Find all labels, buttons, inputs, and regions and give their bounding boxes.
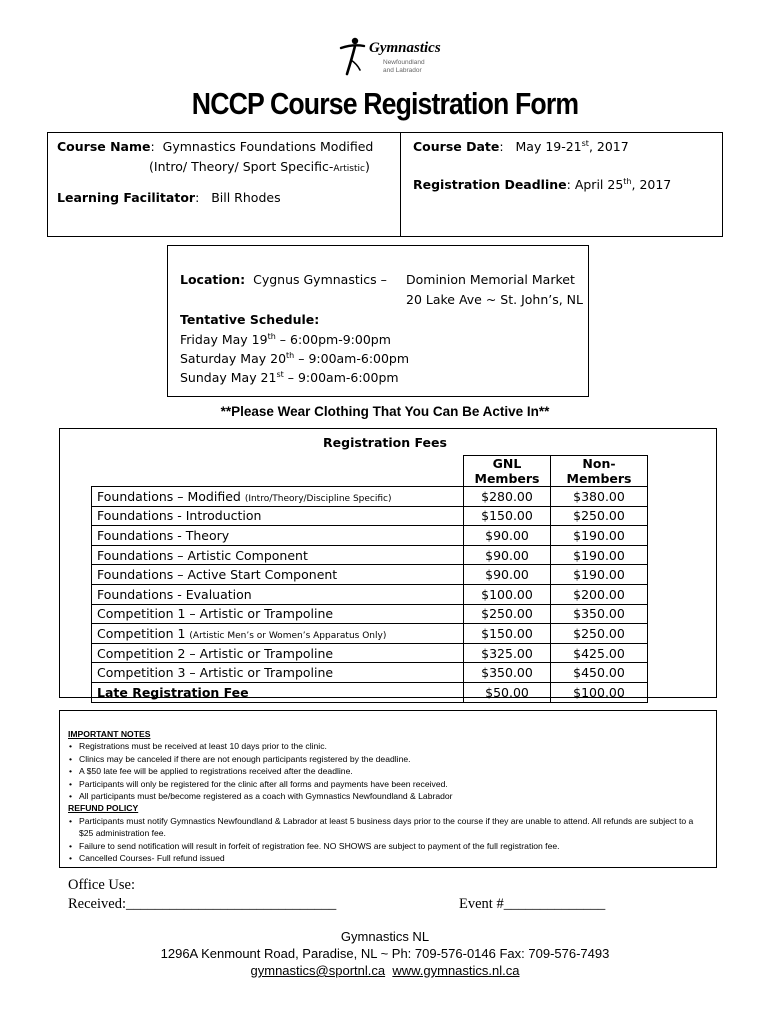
schedule-item: Saturday May 20th – 9:00am-6:00pm: [180, 350, 410, 366]
location-address-1: Dominion Memorial Market: [406, 272, 575, 287]
note-item: • Participants must notify Gymnastics Newfoundland & Labrador at least 5 business days prior to the course if they are unable to attend. All refunds are subject to a $25 administration fee.: [68, 815, 698, 840]
refund-policy-list: [68, 815, 698, 865]
fee-non-member: $450.00: [551, 663, 648, 683]
location-label: Location:: [180, 272, 246, 287]
fee-row: [92, 506, 648, 526]
event-number-field[interactable]: Event #______________: [459, 896, 606, 912]
fee-non-member: $250.00: [551, 506, 648, 526]
fee-row: [92, 565, 648, 585]
course-name-discipline: Artistic: [333, 164, 365, 174]
footer-links: [0, 963, 770, 978]
course-name-row: Course Name: Gymnastics Foundations Modified: [57, 139, 374, 154]
logo: [333, 34, 443, 78]
fee-row: [92, 643, 648, 663]
schedule-list: [180, 330, 409, 387]
fee-course-name: Competition 3 – Artistic or Trampoline: [92, 663, 464, 683]
fee-course-name: Late Registration Fee: [92, 682, 464, 702]
course-date-row: Course Date: May 19-21st, 2017: [413, 138, 629, 154]
fee-course-name: Competition 1 – Artistic or Trampoline: [92, 604, 464, 624]
deadline-label: Registration Deadline: [413, 177, 567, 192]
location-box: [167, 245, 589, 397]
fee-course-name: Foundations - Evaluation: [92, 584, 464, 604]
schedule-item: Sunday May 21st – 9:00am-6:00pm: [180, 369, 399, 385]
fee-course-name: Foundations – Artistic Component: [92, 545, 464, 565]
note-item: • All participants must be/become registered as a coach with Gymnastics Newfoundland & Labrador: [68, 790, 716, 802]
fee-gnl-member: $350.00: [464, 663, 551, 683]
footer-website-link[interactable]: www.gymnastics.nl.ca: [392, 963, 520, 978]
page-title: NCCP Course Registration Form: [191, 86, 579, 121]
footer-address: 1296A Kenmount Road, Paradise, NL ~ Ph: 709-576-0146 Fax: 709-576-7493: [160, 946, 610, 961]
course-date-value: May 19-21: [515, 139, 582, 154]
course-date-year: , 2017: [588, 139, 629, 154]
fee-row: [92, 526, 648, 546]
course-name-value-2-end: ): [364, 159, 370, 174]
footer-org: Gymnastics NL: [340, 929, 430, 944]
gnl-members-header: GNL Members: [464, 456, 551, 487]
office-use-label: Office Use:: [68, 877, 135, 893]
fees-header-blank: [92, 456, 464, 487]
facilitator-row: Learning Facilitator: Bill Rhodes: [57, 190, 281, 205]
fee-course-name: Competition 1 (Artistic Men’s or Women’s Apparatus Only): [92, 624, 464, 644]
fee-non-member: $190.00: [551, 565, 648, 585]
fee-gnl-member: $100.00: [464, 584, 551, 604]
fees-header-row: [92, 456, 648, 487]
logo-subtitle-2: and Labrador: [383, 67, 422, 74]
gymnast-icon: [333, 34, 373, 78]
fee-non-member: $350.00: [551, 604, 648, 624]
deadline-value: : April 25: [566, 177, 624, 192]
fee-row: [92, 487, 648, 507]
logo-subtitle-1: Newfoundland: [383, 59, 425, 66]
deadline-sup: th: [623, 176, 632, 186]
fee-gnl-member: $250.00: [464, 604, 551, 624]
note-item: • Participants will only be registered for the clinic after all forms and payments have been received.: [68, 778, 716, 790]
course-name-value: Gymnastics Foundations Modified: [162, 139, 374, 154]
location-address-2: 20 Lake Ave ~ St. John’s, NL: [406, 292, 583, 307]
fee-course-name: Foundations – Modified (Intro/Theory/Discipline Specific): [92, 487, 464, 507]
course-date-label: Course Date: [413, 139, 500, 154]
fee-gnl-member: $90.00: [464, 565, 551, 585]
fee-gnl-member: $150.00: [464, 624, 551, 644]
logo-title: Gymnastics: [369, 40, 441, 56]
important-notes-heading: IMPORTANT NOTES: [68, 729, 151, 739]
received-field[interactable]: Received:_____________________________: [68, 896, 337, 912]
fee-course-note: (Intro/Theory/Discipline Specific): [244, 493, 392, 504]
fee-course-name: Foundations - Introduction: [92, 506, 464, 526]
note-item: • Cancelled Courses- Full refund issued: [68, 852, 698, 864]
fee-course-name: Foundations – Active Start Component: [92, 565, 464, 585]
fee-row: [92, 545, 648, 565]
fee-non-member: $100.00: [551, 682, 648, 702]
deadline-row: [413, 177, 671, 192]
notes-box: [59, 710, 717, 868]
course-info-box: [47, 132, 401, 237]
schedule-label: Tentative Schedule:: [180, 312, 320, 327]
facilitator-label: Learning Facilitator: [57, 190, 196, 205]
fee-gnl-member: $150.00: [464, 506, 551, 526]
footer-email-link[interactable]: gymnastics@sportnl.ca: [250, 963, 386, 978]
note-item: • Clinics may be canceled if there are not enough participants registered by the deadline.: [68, 753, 716, 765]
fee-row: [92, 663, 648, 683]
fee-gnl-member: $325.00: [464, 643, 551, 663]
fee-gnl-member: $90.00: [464, 526, 551, 546]
location-value: Cygnus Gymnastics –: [253, 272, 387, 287]
course-name-row-2: [149, 159, 370, 174]
fee-row: [92, 584, 648, 604]
fee-course-name: Competition 2 – Artistic or Trampoline: [92, 643, 464, 663]
facilitator-value: Bill Rhodes: [211, 190, 281, 205]
fees-table: [91, 455, 648, 703]
important-notes-list: [68, 740, 716, 802]
deadline-year: , 2017: [631, 177, 672, 192]
course-name-value-2: (Intro/ Theory/ Sport Specific-: [149, 159, 334, 174]
fee-non-member: $380.00: [551, 487, 648, 507]
non-members-header: Non-Members: [551, 456, 648, 487]
fee-gnl-member: $280.00: [464, 487, 551, 507]
fee-row: [92, 682, 648, 702]
location-row: [180, 272, 387, 287]
fee-gnl-member: $90.00: [464, 545, 551, 565]
clothing-note: **Please Wear Clothing That You Can Be Active In**: [220, 404, 550, 419]
course-date-box: [400, 132, 723, 237]
course-date-sup: st: [581, 138, 589, 148]
course-name-label: Course Name: [57, 139, 151, 154]
fee-gnl-member: $50.00: [464, 682, 551, 702]
fee-non-member: $200.00: [551, 584, 648, 604]
schedule-item: Friday May 19th – 6:00pm-9:00pm: [180, 331, 391, 347]
fees-title: Registration Fees: [323, 435, 447, 450]
fee-course-note: (Artistic Men’s or Women’s Apparatus Only): [189, 630, 387, 641]
fee-course-name: Foundations - Theory: [92, 526, 464, 546]
fee-non-member: $190.00: [551, 526, 648, 546]
fee-non-member: $190.00: [551, 545, 648, 565]
fee-non-member: $425.00: [551, 643, 648, 663]
fee-row: [92, 624, 648, 644]
note-item: • A $50 late fee will be applied to registrations received after the deadline.: [68, 765, 716, 777]
fee-row: [92, 604, 648, 624]
refund-policy-heading: REFUND POLICY: [68, 803, 139, 814]
fee-non-member: $250.00: [551, 624, 648, 644]
note-item: • Failure to send notification will result in forfeit of registration fee. NO SHOWS are subject to payment of the full registration fee.: [68, 840, 698, 852]
note-item: • Registrations must be received at least 10 days prior to the clinic.: [68, 740, 716, 752]
